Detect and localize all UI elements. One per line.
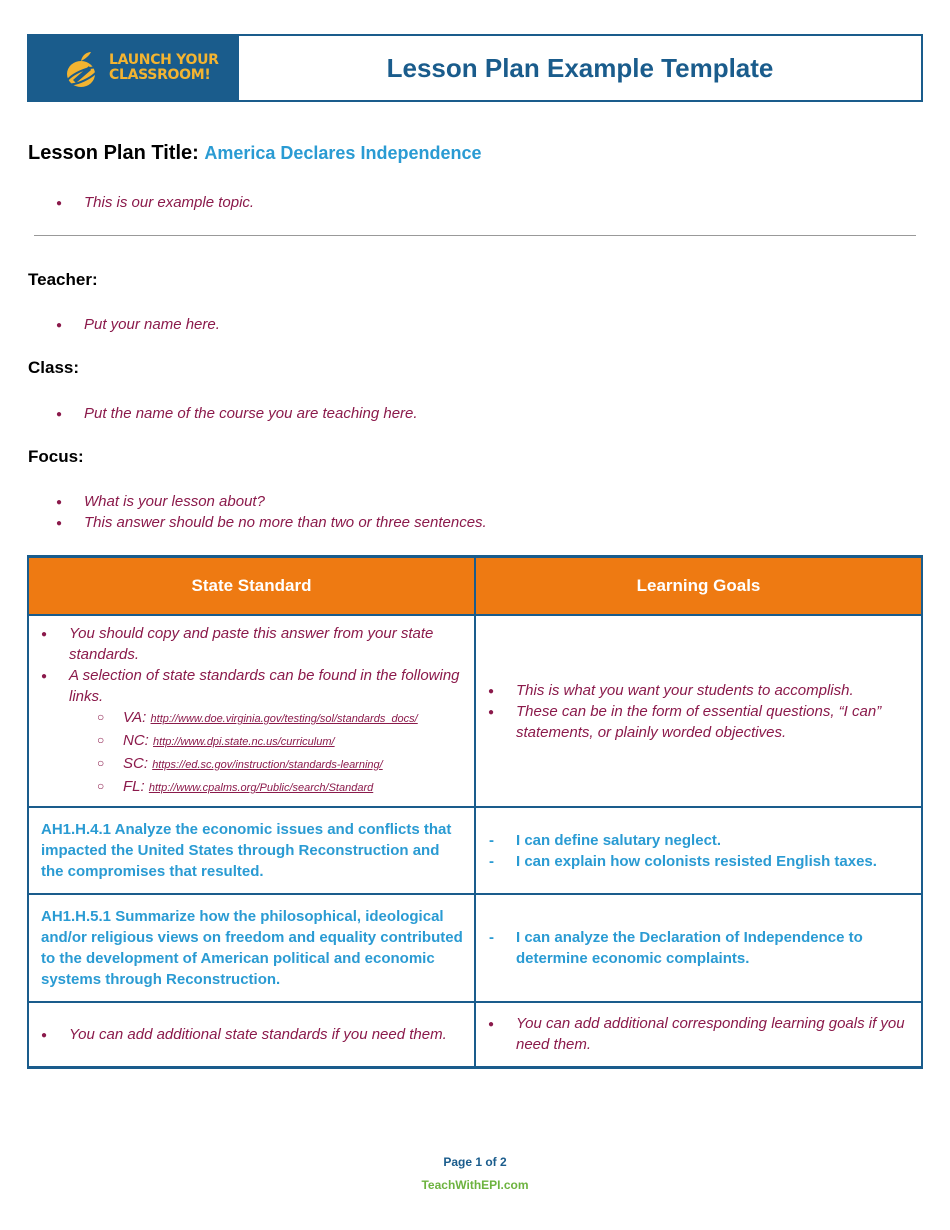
- teacher-heading: Teacher:: [28, 270, 98, 289]
- lesson-plan-title: [28, 142, 481, 165]
- logo-line-2: CLASSROOM!: [109, 67, 211, 83]
- state-link-fl[interactable]: http://www.cpalms.org/Public/search/Standard: [148, 782, 374, 794]
- state-link-item: [95, 753, 464, 776]
- goal-bullets: [488, 680, 911, 743]
- list-item: ● You can add additional corresponding learning goals if you need them.: [488, 1013, 911, 1055]
- document-header: [27, 34, 923, 102]
- standard-cell: [28, 894, 475, 1002]
- logo: [29, 36, 239, 100]
- column-header-state-standard: State Standard: [28, 557, 475, 616]
- goals-cell: [475, 1002, 922, 1067]
- column-header-learning-goals: Learning Goals: [475, 557, 922, 616]
- list-item: - I can explain how colonists resisted English taxes.: [488, 851, 911, 872]
- goals-cell: [475, 807, 922, 894]
- list-item: ● Put your name here.: [56, 314, 916, 335]
- divider: [34, 235, 916, 236]
- standard-bullets: [41, 1024, 464, 1045]
- list-item: ● What is your lesson about?: [56, 491, 916, 512]
- teacher-list: [56, 314, 916, 335]
- state-label: NC:: [123, 732, 149, 749]
- page-title: Lesson Plan Example Template: [386, 52, 774, 83]
- list-item: - I can analyze the Declaration of Independence to determine economic complaints.: [488, 927, 911, 969]
- goal-list: [488, 927, 911, 969]
- table-row: [28, 1002, 922, 1067]
- state-label: SC:: [123, 755, 149, 772]
- topic-list: [56, 192, 916, 213]
- state-links-list: [41, 707, 464, 799]
- standard-cell: [28, 807, 475, 894]
- standards-table: [27, 555, 923, 1069]
- table-row: [28, 894, 922, 1002]
- list-item: ● These can be in the form of essential questions, “I can” statements, or plainly worded objectives.: [488, 701, 911, 743]
- logo-line-1: LAUNCH YOUR: [109, 52, 219, 68]
- standard-text: AH1.H.5.1 Summarize how the philosophical, ideological and/or religious views on freedom and equality contributed to the development of American political and economic systems through Reconstruction.: [41, 908, 463, 988]
- list-item: ● This is what you want your students to accomplish.: [488, 680, 911, 701]
- goals-cell: [475, 615, 922, 807]
- lesson-plan-title-value: America Declares Independence: [204, 143, 482, 163]
- state-link-sc[interactable]: https://ed.sc.gov/instruction/standards-learning/: [152, 759, 383, 771]
- lesson-plan-title-label: Lesson Plan Title:: [28, 142, 199, 164]
- list-item: - I can define salutary neglect.: [488, 830, 911, 851]
- state-link-item: [95, 707, 464, 730]
- footer-site-link[interactable]: TeachWithEPI.com: [421, 1178, 529, 1192]
- list-item: ● This is our example topic.: [56, 192, 916, 213]
- class-list: [56, 403, 916, 424]
- list-item: ● You can add additional state standards if you need them.: [41, 1024, 464, 1045]
- standard-bullets: [41, 623, 464, 707]
- state-link-nc[interactable]: http://www.dpi.state.nc.us/curriculum/: [153, 736, 335, 748]
- standard-cell: [28, 615, 475, 807]
- page-number: Page 1 of 2: [443, 1155, 507, 1169]
- list-item: ● This answer should be no more than two or three sentences.: [56, 512, 916, 533]
- table-row: [28, 615, 922, 807]
- standard-cell: [28, 1002, 475, 1067]
- table-row: [28, 807, 922, 894]
- apple-rocket-icon: [63, 46, 101, 90]
- goal-list: [488, 830, 911, 872]
- goal-bullets: [488, 1013, 911, 1055]
- list-item: ● Put the name of the course you are teaching here.: [56, 403, 916, 424]
- goals-cell: [475, 894, 922, 1002]
- table-header-row: [28, 557, 922, 616]
- state-link-item: [95, 776, 464, 799]
- state-link-va[interactable]: http://www.doe.virginia.gov/testing/sol/standards_docs/: [150, 713, 418, 725]
- focus-heading: Focus:: [28, 447, 84, 466]
- list-item: ● You should copy and paste this answer from your state standards.: [41, 623, 464, 665]
- list-item: ● A selection of state standards can be found in the following links.: [41, 665, 464, 707]
- class-heading: Class:: [28, 358, 80, 377]
- state-link-item: [95, 730, 464, 753]
- state-label: FL:: [123, 778, 145, 795]
- focus-list: [56, 491, 916, 533]
- state-label: VA:: [123, 709, 147, 726]
- logo-text: [109, 53, 219, 83]
- standard-text: AH1.H.4.1 Analyze the economic issues and conflicts that impacted the United States through Reconstruction and the compromises that resulted.: [41, 821, 452, 880]
